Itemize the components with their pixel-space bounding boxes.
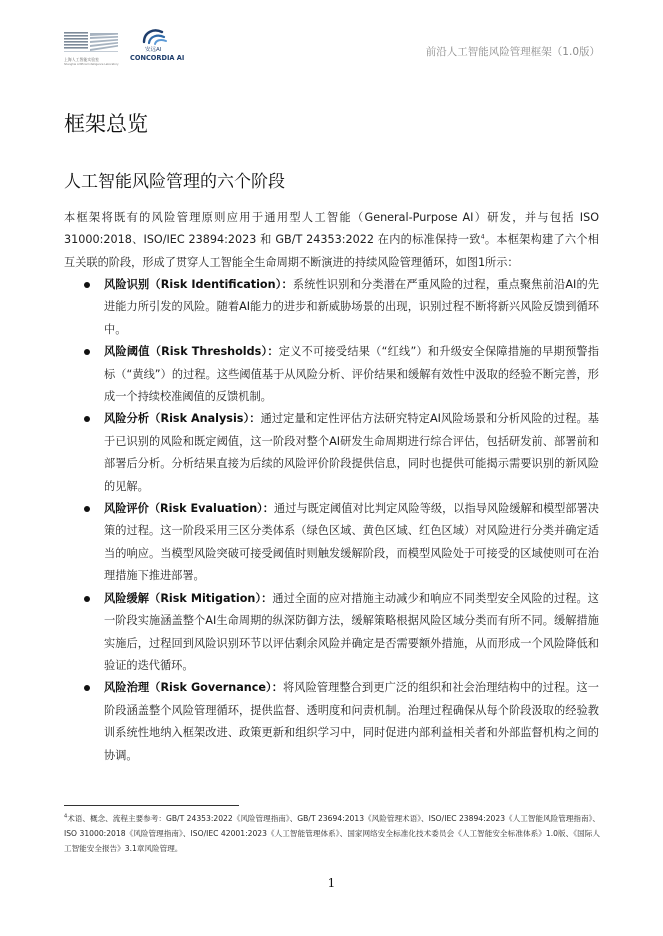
intro-paragraph (64, 207, 599, 274)
section-subtitle: 人工智能风险管理的六个阶段 (64, 172, 285, 192)
shanghai-ai-lab-name-en: Shanghai Artificial Intelligence Laboratory (64, 63, 119, 66)
intro-text-part2: 。本框架构建了六个相互关联的阶段，形成了贯穿人工智能全生命周期不断演进的持续风险管理循环，如图1所示： (64, 233, 599, 269)
stage-term: 风险阈值（Risk Thresholds）： (104, 345, 279, 359)
shanghai-ai-lab-logo (64, 30, 118, 68)
footnote-marker: 4 (64, 813, 68, 820)
stage-description: 将风险管理整合到更广泛的组织和社会治理结构中的过程。这一阶段涵盖整个风险管理循环，提供监督、透明度和问责机制。治理过程确保从每个阶段汲取的经验教训系统性地纳入框架改进、政策更新和组织学习中，同时促进内部利益相关者和外部监督机构之间的协调。 (104, 681, 599, 762)
risk-stage-list (64, 274, 599, 767)
concordia-ai-name-en: CONCORDIA AI (130, 54, 185, 62)
bullet-icon (84, 685, 90, 691)
stage-risk-thresholds (64, 341, 599, 408)
bullet-icon (84, 349, 90, 355)
shanghai-ai-lab-name-cn: 上海人工智能实验室 (64, 57, 100, 62)
footnote-divider (64, 805, 239, 806)
stage-description: 通过与既定阈值对比判定风险等级，以指导风险缓解和模型部署决策的过程。这一阶段采用三区分类体系（绿色区域、黄色区域、红色区域）对风险进行分类并确定适当的响应。当模型风险突破可接受阈值时则触发缓解阶段，而模型风险处于可接受的区域使则可在治理措施下推进部署。 (104, 502, 599, 583)
intro-text-part1: 本框架将既有的风险管理原则应用于通用型人工智能（General-Purpose AI）研发，并与包括 ISO 31000:2018、ISO/IEC 23894:2023 和 GB/T 24353:2022 在内的标准保持一致 (64, 211, 599, 247)
bullet-icon (84, 416, 90, 422)
footnote (64, 811, 600, 856)
stage-term: 风险缓解（Risk Mitigation）： (104, 591, 273, 605)
bullet-icon (84, 282, 90, 288)
running-title: 前沿人工智能风险管理框架（1.0版） (425, 46, 600, 58)
stage-term: 风险识别（Risk Identification）： (104, 278, 293, 291)
stage-risk-mitigation (64, 588, 599, 678)
stage-description: 通过全面的应对措施主动减少和响应不同类型安全风险的过程。这一阶段实施涵盖整个AI生命周期的纵深防御方法，缓解策略根据风险区域分类而有所不同。缓解措施实施后，过程回到风险识别环节以评估剩余风险并确定是否需要额外措施，从而形成一个风险降低和验证的迭代循环。 (104, 591, 599, 672)
stage-description: 系统性识别和分类潜在严重风险的过程，重点聚焦前沿AI的先进能力所引发的风险。随着AI能力的进步和新威胁场景的出现，识别过程不断将新兴风险反馈到循环中。 (104, 278, 599, 336)
bullet-icon (84, 596, 90, 602)
bullet-icon (84, 506, 90, 512)
stage-risk-governance (64, 677, 599, 767)
stage-description: 通过定量和定性评估方法研究特定AI风险场景和分析风险的过程。基于已识别的风险和既定阈值，这一阶段对整个AI研发生命周期进行综合评估，包括研发前、部署前和部署后分析。分析结果直接为后续的风险评价阶段提供信息，同时也提供可能揭示需要识别的新风险的见解。 (104, 412, 599, 493)
shanghai-ai-lab-logo-mark (64, 30, 118, 56)
page-header (64, 26, 600, 70)
stage-description: 定义不可接受结果（“红线”）和升级安全保障措施的早期预警指标（“黄线”）的过程。这些阈值基于从风险分析、评价结果和缓解有效性中汲取的经验不断完善，形成一个持续校准阈值的反馈机制。 (104, 345, 599, 404)
stage-term: 风险治理（Risk Governance）： (104, 681, 284, 695)
stage-term: 风险分析（Risk Analysis）： (104, 412, 261, 426)
footnote-reference[interactable]: 4 (480, 233, 485, 241)
section-title: 框架总览 (64, 112, 148, 136)
stage-risk-evaluation (64, 498, 599, 588)
stage-term: 风险评价（Risk Evaluation）： (104, 502, 274, 516)
concordia-ai-logo (130, 26, 186, 70)
concordia-ai-name-cn: 安远AI (145, 47, 162, 53)
footnote-text: 术语、概念、流程主要参考：GB/T 24353:2022《风险管理指南》、GB/T 23694:2013《风险管理术语》、ISO/IEC 23894:2023《人工智能风险管理指南》、ISO 31000:2018《风险管理指南》、ISO/IEC 42001:2023《人工智能管理体系》、国家网络安全标准化技术委员会《人工智能安全标准体系》1.0版、《国际人工智能安全报告》3.1章风险管理。 (64, 814, 600, 853)
concordia-ai-logo-mark (140, 26, 170, 46)
stage-risk-analysis (64, 408, 599, 498)
stage-risk-identification (64, 274, 599, 341)
page-number: 1 (327, 876, 336, 890)
